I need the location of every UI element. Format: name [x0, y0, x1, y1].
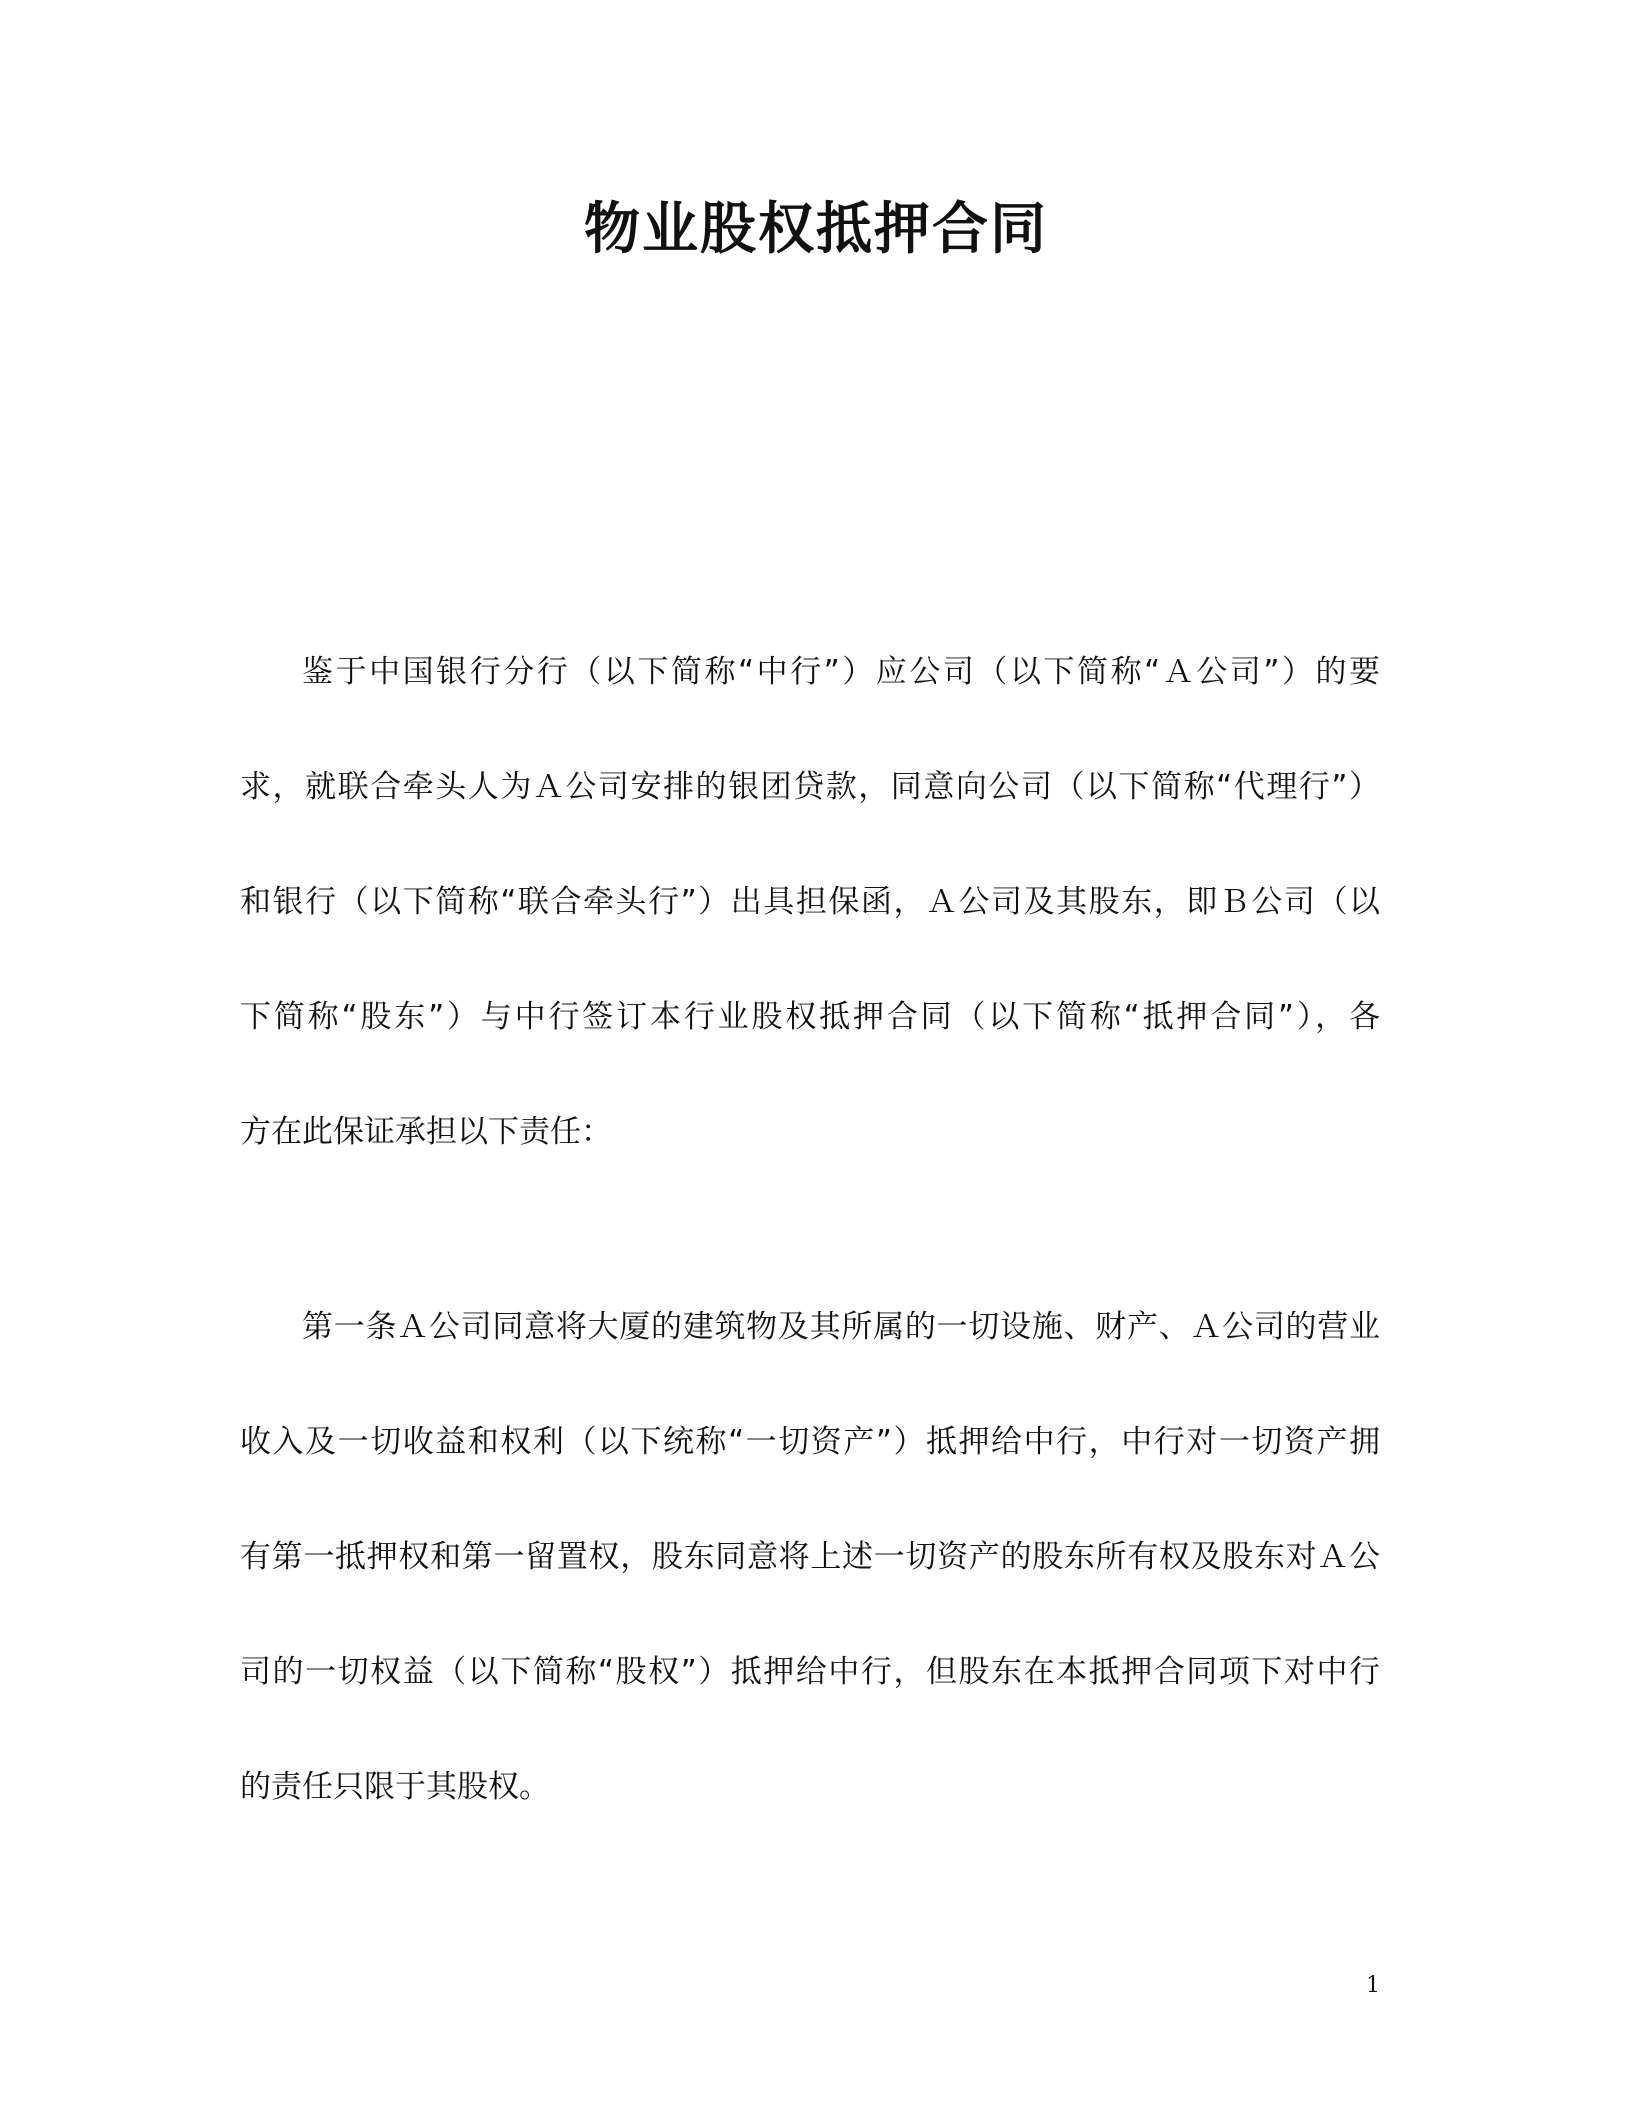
- paragraph-line: 下简称“股东”）与中行签订本行业股权抵押合同（以下简称“抵押合同”），各: [240, 999, 1380, 1035]
- paragraph-line: 求，就联合牵头人为Ａ公司安排的银团贷款，同意向公司（以下简称“代理行”）: [240, 769, 1380, 805]
- paragraph-line: 鉴于中国银行分行（以下简称“中行”）应公司（以下简称“Ａ公司”）的要: [302, 654, 1380, 690]
- paragraph-line: 司的一切权益（以下简称“股权”）抵押给中行，但股东在本抵押合同项下对中行: [240, 1654, 1380, 1690]
- paragraph-line: 方在此保证承担以下责任：: [240, 1114, 612, 1150]
- document-title: 物业股权抵押合同: [584, 197, 1048, 262]
- page-number: 1: [1366, 1973, 1380, 1998]
- paragraph-line: 有第一抵押权和第一留置权，股东同意将上述一切资产的股东所有权及股东对Ａ公: [240, 1539, 1380, 1575]
- paragraph-line: 和银行（以下简称“联合牵头行”）出具担保函，Ａ公司及其股东，即Ｂ公司（以: [240, 884, 1380, 920]
- paragraph-line: 收入及一切收益和权利（以下统称“一切资产”）抵押给中行，中行对一切资产拥: [240, 1424, 1380, 1460]
- paragraph-line: 第一条Ａ公司同意将大厦的建筑物及其所属的一切设施、财产、Ａ公司的营业: [302, 1309, 1380, 1345]
- paragraph-line: 的责任只限于其股权。: [240, 1769, 550, 1805]
